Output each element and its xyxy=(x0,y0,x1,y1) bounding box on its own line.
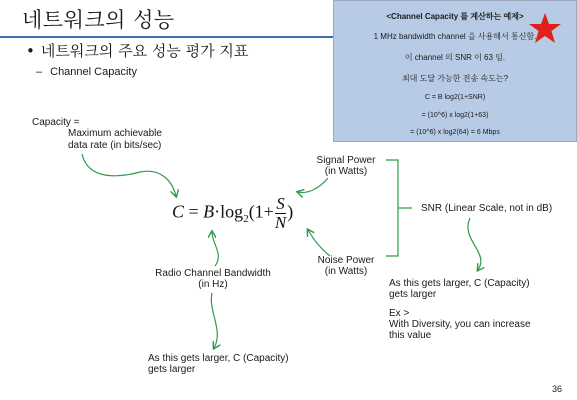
arrow-snr-effect xyxy=(468,218,481,270)
bullet-dot: • xyxy=(26,42,35,60)
formula-noise-symbol: N xyxy=(274,213,287,232)
formula-signal-symbol: S xyxy=(276,194,285,213)
snr-bracket xyxy=(386,160,412,256)
bandwidth-line-2: (in Hz) xyxy=(198,279,228,290)
snr-label: SNR (Linear Scale, not in dB) xyxy=(421,203,553,214)
snr-effect-line-1: As this gets larger, C (Capacity) xyxy=(389,278,530,289)
diversity-line-1: With Diversity, you can increase xyxy=(389,319,531,330)
arrow-capacity xyxy=(82,154,176,196)
bandwidth-effect-line-2: gets larger xyxy=(148,364,196,375)
formula-dot: · xyxy=(214,201,221,222)
slide-title: 네트워크의 성능 xyxy=(22,8,175,32)
noise-power-line-1: Noise Power xyxy=(317,255,375,266)
capacity-definition-line-1: Maximum achievable xyxy=(68,128,162,139)
capacity-label: Capacity = xyxy=(32,117,80,128)
arrow-noise-power xyxy=(308,230,330,256)
example-line-2: 이 channel 의 SNR 이 63 임. xyxy=(404,53,506,62)
sub-bullet-text: Channel Capacity xyxy=(50,66,137,78)
example-line-6: = (10^6) x log2(64) = 6 Mbps xyxy=(410,129,500,136)
signal-power-line-1: Signal Power xyxy=(316,155,376,166)
example-line-5: = (10^6) x log2(1+63) xyxy=(421,112,489,119)
example-line-4: C = B log2(1+SNR) xyxy=(424,94,486,101)
example-label: Ex > xyxy=(389,308,410,319)
page-number: 36 xyxy=(552,384,563,394)
formula-capacity-symbol: C xyxy=(172,201,185,222)
signal-power-line-2: (in Watts) xyxy=(324,166,368,177)
arrow-bandwidth-effect xyxy=(211,293,217,348)
example-heading: <Channel Capacity 를 계산하는 예제> xyxy=(386,12,524,21)
noise-power-line-2: (in Watts) xyxy=(324,266,368,277)
diversity-line-2: this value xyxy=(389,330,432,341)
formula-open: (1+ xyxy=(248,201,274,222)
arrow-signal-power xyxy=(298,178,328,192)
arrow-bandwidth xyxy=(212,232,218,266)
formula-bandwidth-symbol: B xyxy=(203,201,215,222)
formula-equals: = xyxy=(188,201,199,222)
formula-log-base: 2 xyxy=(243,213,249,226)
example-line-3: 최대 도달 가능한 전송 속도는? xyxy=(401,74,509,83)
sub-bullet-dash: – xyxy=(36,66,43,78)
formula-close: ) xyxy=(287,201,294,222)
bandwidth-effect-line-1: As this gets larger, C (Capacity) xyxy=(148,353,289,364)
bandwidth-line-1: Radio Channel Bandwidth xyxy=(155,268,271,279)
formula-log: log xyxy=(220,201,244,222)
main-bullet-text: 네트워크의 주요 성능 평가 지표 xyxy=(40,42,249,60)
snr-effect-line-2: gets larger xyxy=(389,289,437,300)
capacity-definition-line-2: data rate (in bits/sec) xyxy=(68,140,162,151)
example-line-1: 1 MHz bandwidth channel 을 사용해서 통신함. xyxy=(373,32,537,41)
